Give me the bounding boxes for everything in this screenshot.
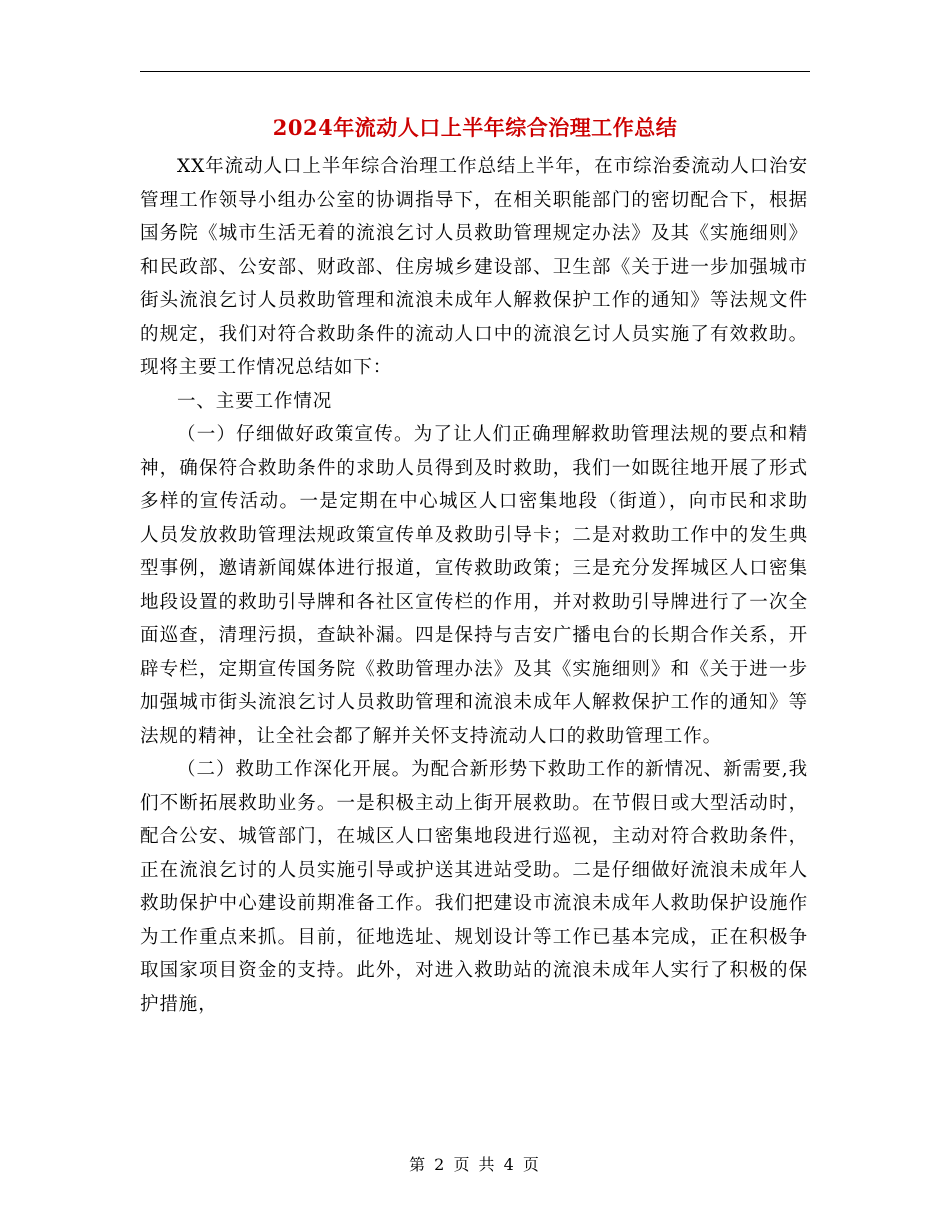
document-title: 2024年流动人口上半年综合治理工作总结: [272, 115, 678, 140]
paragraph-rescue-work: （二）救助工作深化开展。为配合新形势下救助工作的新情况、新需要,我们不断拓展救助业务。一是积极主动上街开展救助。在节假日或大型活动时，配合公安、城管部门，在城区人口密集地段进行巡视，主动对符合救助条件，正在流浪乞讨的人员实施引导或护送其进站受助。二是仔细做好流浪未成年人救助保护中心建设前期准备工作。我们把建设市流浪未成年人救助保护设施作为工作重点来抓。目前，征地选址、规划设计等工作已基本完成，正在积极争取国家项目资金的支持。此外，对进入救助站的流浪未成年人实行了积极的保护措施，: [140, 759, 808, 1015]
document-body: [140, 150, 808, 1021]
page-number-footer: 第 2 页 共 4 页: [409, 1155, 541, 1174]
header-rule: [140, 71, 810, 72]
section-heading-main-work: 一、主要工作情况: [177, 390, 333, 412]
paragraph-intro: XX年流动人口上半年综合治理工作总结上半年，在市综治委流动人口治安管理工作领导小组办公室的协调指导下，在相关职能部门的密切配合下，根据国务院《城市生活无着的流浪乞讨人员救助管理规定办法》及其《实施细则》和民政部、公安部、财政部、住房城乡建设部、卫生部《关于进一步加强城市街头流浪乞讨人员救助管理和流浪未成年人解救保护工作的通知》等法规文件的规定，我们对符合救助条件的流动人口中的流浪乞讨人员实施了有效救助。现将主要工作情况总结如下：: [140, 156, 808, 378]
paragraph-policy-publicity: （一）仔细做好政策宣传。为了让人们正确理解救助管理法规的要点和精神，确保符合救助条件的求助人员得到及时救助，我们一如既往地开展了形式多样的宣传活动。一是定期在中心城区人口密集地段（街道），向市民和求助人员发放救助管理法规政策宣传单及救助引导卡；二是对救助工作中的发生典型事例，邀请新闻媒体进行报道，宣传救助政策；三是充分发挥城区人口密集地段设置的救助引导牌和各社区宣传栏的作用，并对救助引导牌进行了一次全面巡查，清理污损，查缺补漏。四是保持与吉安广播电台的长期合作关系，开辟专栏，定期宣传国务院《救助管理办法》及其《实施细则》和《关于进一步加强城市街头流浪乞讨人员救助管理和流浪未成年人解救保护工作的通知》等法规的精神，让全社会都了解并关怀支持流动人口的救助管理工作。: [140, 424, 808, 747]
